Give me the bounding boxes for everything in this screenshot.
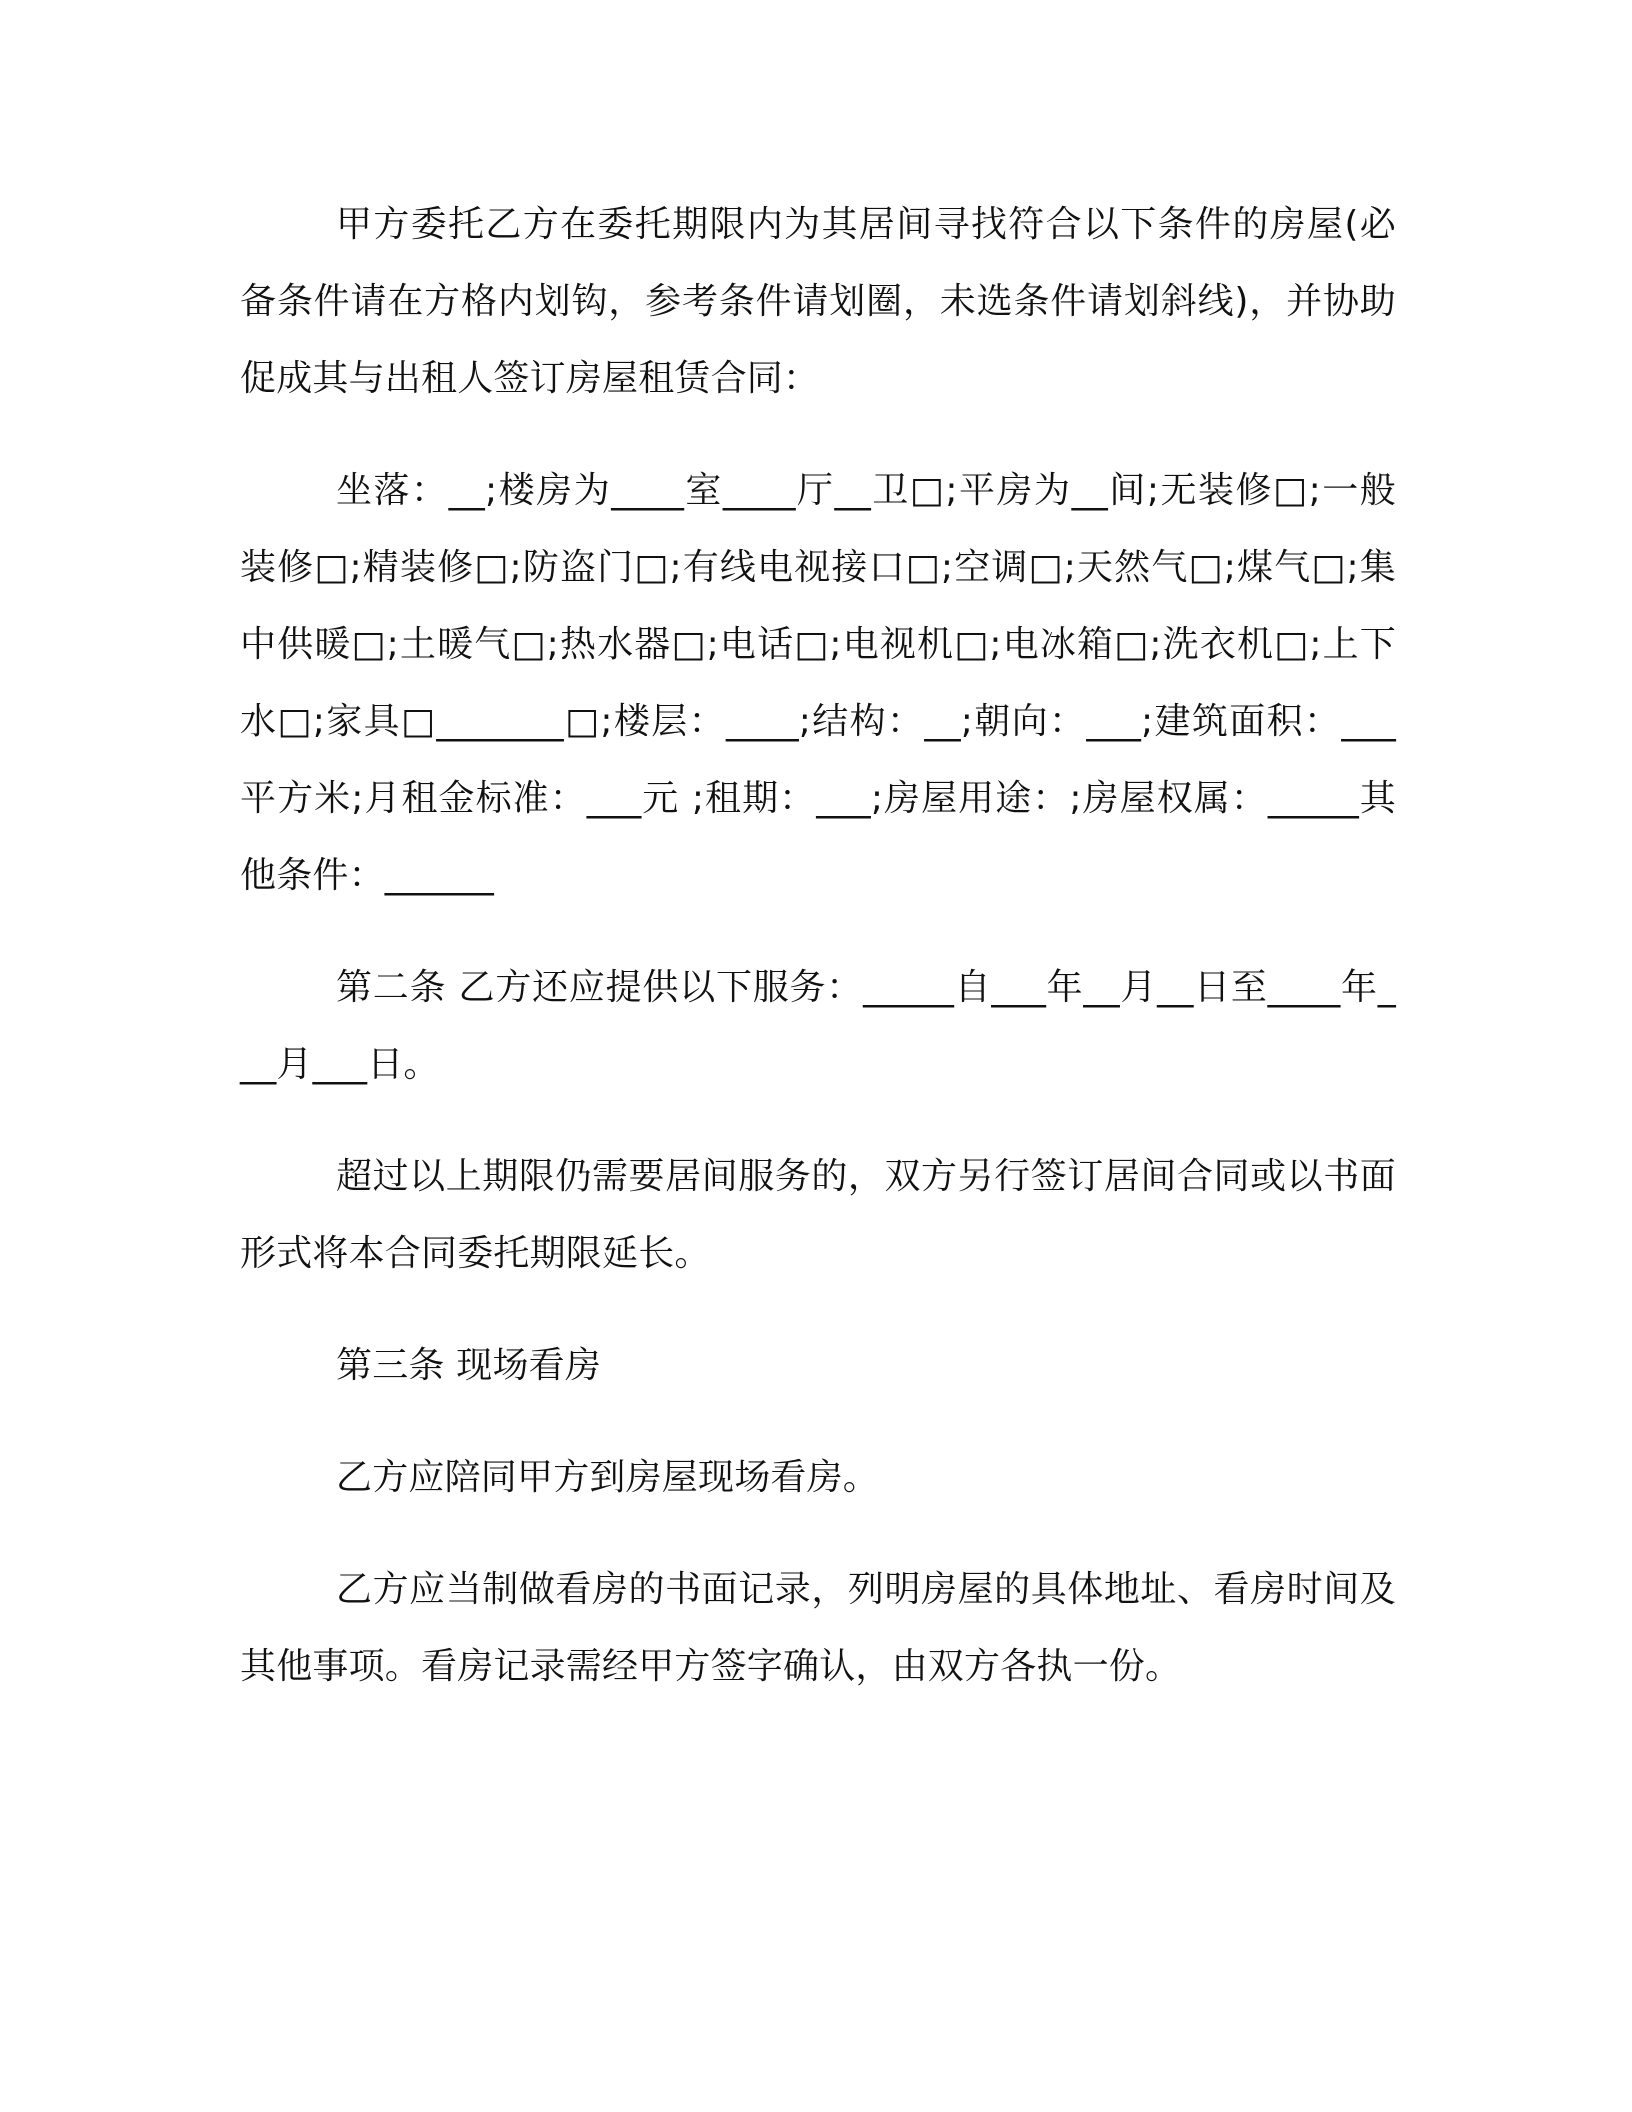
paragraph-viewing-record: 乙方应当制做看房的书面记录，列明房屋的具体地址、看房时间及其他事项。看房记录需经甲方签字确认，由双方各执一份。 xyxy=(240,1569,1396,1687)
paragraph-house-conditions: 坐落：__;楼房为____室____厅__卫□;平房为__间;无装修□;一般装修□;精装修□;防盗门□;有线电视接口□;空调□;天然气□;煤气□;集中供暖□;土暖气□;热水器□;电话□;电视机□;电冰箱□;洗衣机□;上下水□;家具□_______□;楼层：____;结构：__;朝向：___;建筑面积：___平方米;月租金标准：___元 ;租期：___;房屋用途：;房屋权属：_____其他条件：______ xyxy=(240,470,1396,896)
paragraph-commission-terms: 甲方委托乙方在委托期限内为其居间寻找符合以下条件的房屋(必备条件请在方格内划钩，参考条件请划圈，未选条件请划斜线)，并协助促成其与出租人签订房屋租赁合同： xyxy=(240,204,1396,399)
heading-article-3: 第三条 现场看房 xyxy=(336,1345,602,1386)
paragraph-term-extension: 超过以上期限仍需要居间服务的，双方另行签订居间合同或以书面形式将本合同委托期限延长。 xyxy=(240,1156,1396,1274)
paragraph-accompany-viewing: 乙方应陪同甲方到房屋现场看房。 xyxy=(336,1457,880,1498)
paragraph-article-2-services: 第二条 乙方还应提供以下服务：_____自___年__月__日至____年___月___日。 xyxy=(240,967,1396,1085)
document-body xyxy=(240,186,1396,1740)
